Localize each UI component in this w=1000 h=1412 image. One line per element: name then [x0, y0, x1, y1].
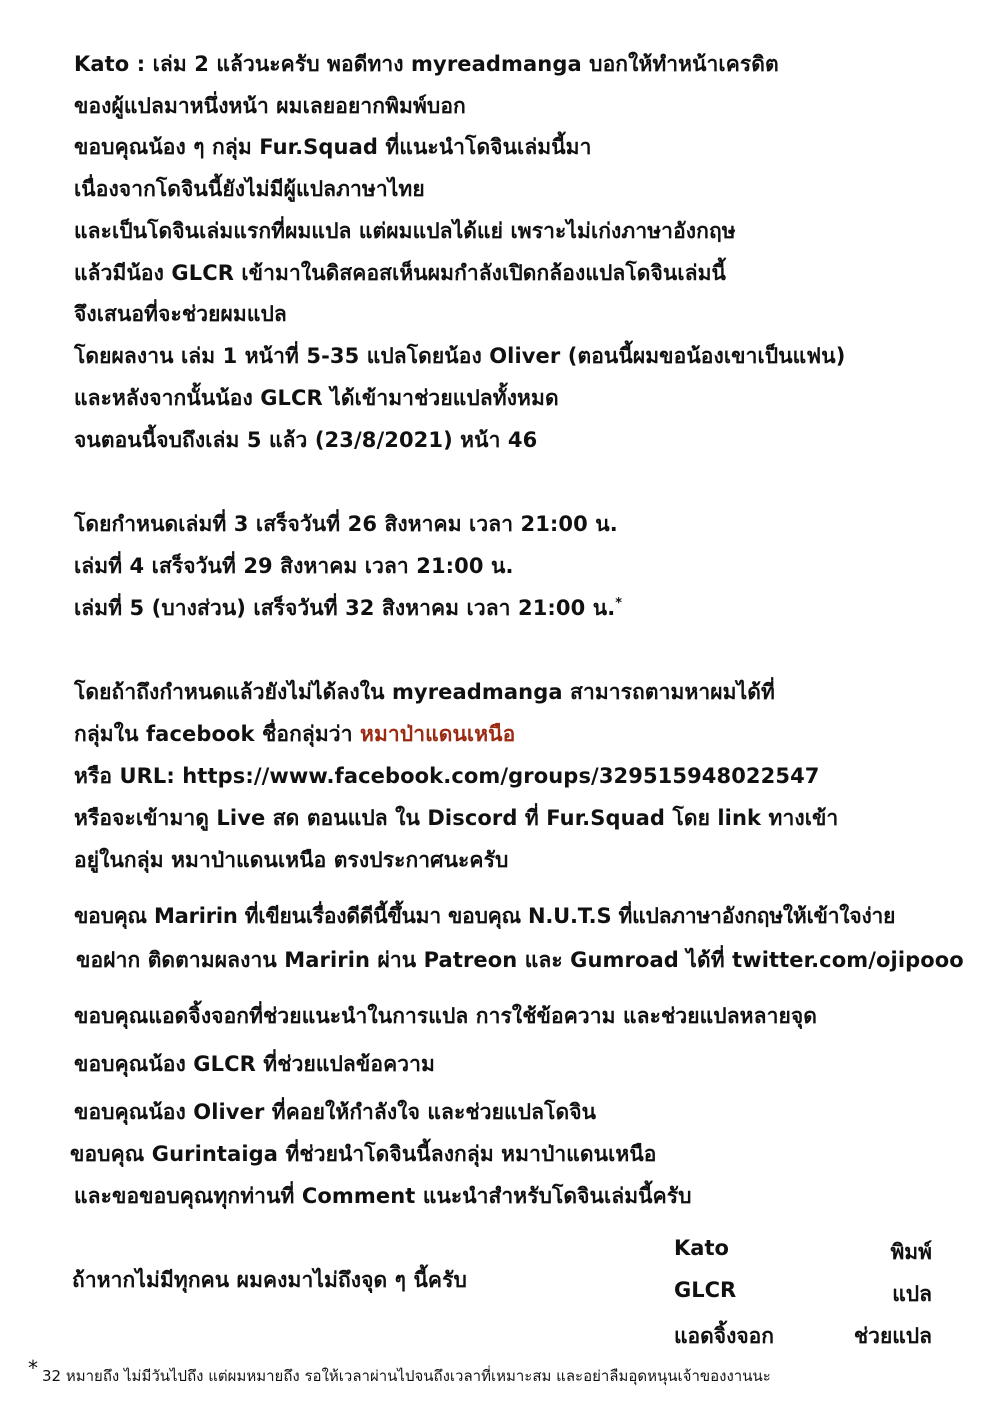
intro-line-4: เนื่องจากโดจินนี้ยังไม่มีผู้แปลภาษาไทย — [74, 177, 425, 201]
schedule-line-3-text: เล่มที่ 5 (บางส่วน) เสร็จวันที่ 32 สิงหาคม เวลา 21:00 น. — [74, 596, 616, 620]
footnote — [28, 1356, 771, 1388]
intro-line-3: ขอบคุณน้อง ๆ กลุ่ม Fur.Squad ที่แนะนำโดจินเล่มนี้มา — [74, 135, 592, 159]
footnote-text: 32 หมายถึง ไม่มีวันไปถึง แต่ผมหมายถึง รอให้เวลาผ่านไปจนถึงเวลาที่เหมาะสม และอย่าลืมอุดหนุนเจ้าของงานนะ — [42, 1367, 771, 1385]
intro-line-8: โดยผลงาน เล่ม 1 หน้าที่ 5-35 แปลโดยน้อง Oliver (ตอนนี้ผมขอน้องเขาเป็นแฟน) — [74, 344, 846, 368]
thanks-author-line-2: ขอฝาก ติดตามผลงาน Maririn ผ่าน Patreon และ Gumroad ได้ที่ twitter.com/ojipooo — [76, 948, 964, 972]
credit-row — [674, 1236, 932, 1266]
credit-name: GLCR — [674, 1278, 737, 1302]
schedule-line-2: เล่มที่ 4 เสร็จวันที่ 29 สิงหาคม เวลา 21:00 น. — [74, 554, 514, 578]
asterisk-mark: * — [615, 596, 623, 611]
schedule-line-3 — [74, 592, 622, 625]
contact-line-5: อยู่ในกลุ่ม หมาป่าแดนเหนือ ตรงประกาศนะครับ — [74, 848, 509, 872]
thanks-team-line-5: และขอขอบคุณทุกท่านที่ Comment แนะนำสำหรับโดจินเล่มนี้ครับ — [74, 1184, 692, 1208]
thanks-team-line-3: ขอบคุณน้อง Oliver ที่คอยให้กำลังใจ และช่วยแปลโดจิน — [74, 1100, 597, 1124]
credit-role: ช่วยแปล — [853, 1324, 932, 1348]
credit-name: แอดจิ้งจอก — [674, 1324, 774, 1348]
credit-name: Kato — [674, 1236, 729, 1260]
group-name-highlight: หมาป่าแดนเหนือ — [360, 722, 516, 746]
contact-line-2-prefix: กลุ่มใน facebook ชื่อกลุ่มว่า — [74, 722, 360, 746]
thanks-team-line-2: ขอบคุณน้อง GLCR ที่ช่วยแปลข้อความ — [74, 1052, 435, 1076]
contact-url-line: หรือ URL: https://www.facebook.com/groups/329515948022547 — [74, 764, 820, 788]
intro-line-10: จนตอนนี้จบถึงเล่ม 5 แล้ว (23/8/2021) หน้า 46 — [74, 428, 538, 452]
thanks-author-line-1: ขอบคุณ Maririn ที่เขียนเรื่องดีดีนี้ขึ้นมา ขอบคุณ N.U.T.S ที่แปลภาษาอังกฤษให้เข้าใจง่าย — [74, 904, 896, 928]
intro-line-6: แล้วมีน้อง GLCR เข้ามาในดิสคอสเห็นผมกำลังเปิดกล้องแปลโดจินเล่มนี้ — [74, 261, 726, 285]
intro-line-2: ของผู้แปลมาหนึ่งหน้า ผมเลยอยากพิมพ์บอก — [74, 94, 466, 118]
contact-line-2 — [74, 718, 515, 751]
intro-line-1: Kato : เล่ม 2 แล้วนะครับ พอดีทาง myreadmanga บอกให้ทำหน้าเครดิต — [74, 52, 779, 76]
credit-row — [674, 1320, 932, 1350]
contact-line-4: หรือจะเข้ามาดู Live สด ตอนแปล ใน Discord ที่ Fur.Squad โดย link ทางเข้า — [74, 806, 839, 830]
thanks-team-line-1: ขอบคุณแอดจิ้งจอกที่ช่วยแนะนำในการแปล การใช้ข้อความ และช่วยแปลหลายจุด — [74, 1004, 818, 1028]
credit-role: พิมพ์ — [890, 1240, 932, 1264]
thanks-team-line-4: ขอบคุณ Gurintaiga ที่ช่วยนำโดจินนี้ลงกลุ่ม หมาป่าแดนเหนือ — [70, 1142, 657, 1166]
credit-role: แปล — [892, 1282, 932, 1306]
intro-line-9: และหลังจากนั้นน้อง GLCR ได้เข้ามาช่วยแปลทั้งหมด — [74, 386, 559, 410]
intro-line-7: จึงเสนอที่จะช่วยผมแปล — [74, 302, 287, 326]
closing-line: ถ้าหากไม่มีทุกคน ผมคงมาไม่ถึงจุด ๆ นี้ครับ — [72, 1268, 467, 1292]
credit-row — [674, 1278, 932, 1308]
contact-line-1: โดยถ้าถึงกำหนดแล้วยังไม่ได้ลงใน myreadmanga สามารถตามหาผมได้ที่ — [74, 680, 775, 704]
schedule-line-1: โดยกำหนดเล่มที่ 3 เสร็จวันที่ 26 สิงหาคม เวลา 21:00 น. — [74, 512, 618, 536]
intro-line-5: และเป็นโดจินเล่มแรกที่ผมแปล แต่ผมแปลได้แย่ เพราะไม่เก่งภาษาอังกฤษ — [74, 219, 736, 243]
footnote-asterisk: * — [28, 1356, 38, 1380]
